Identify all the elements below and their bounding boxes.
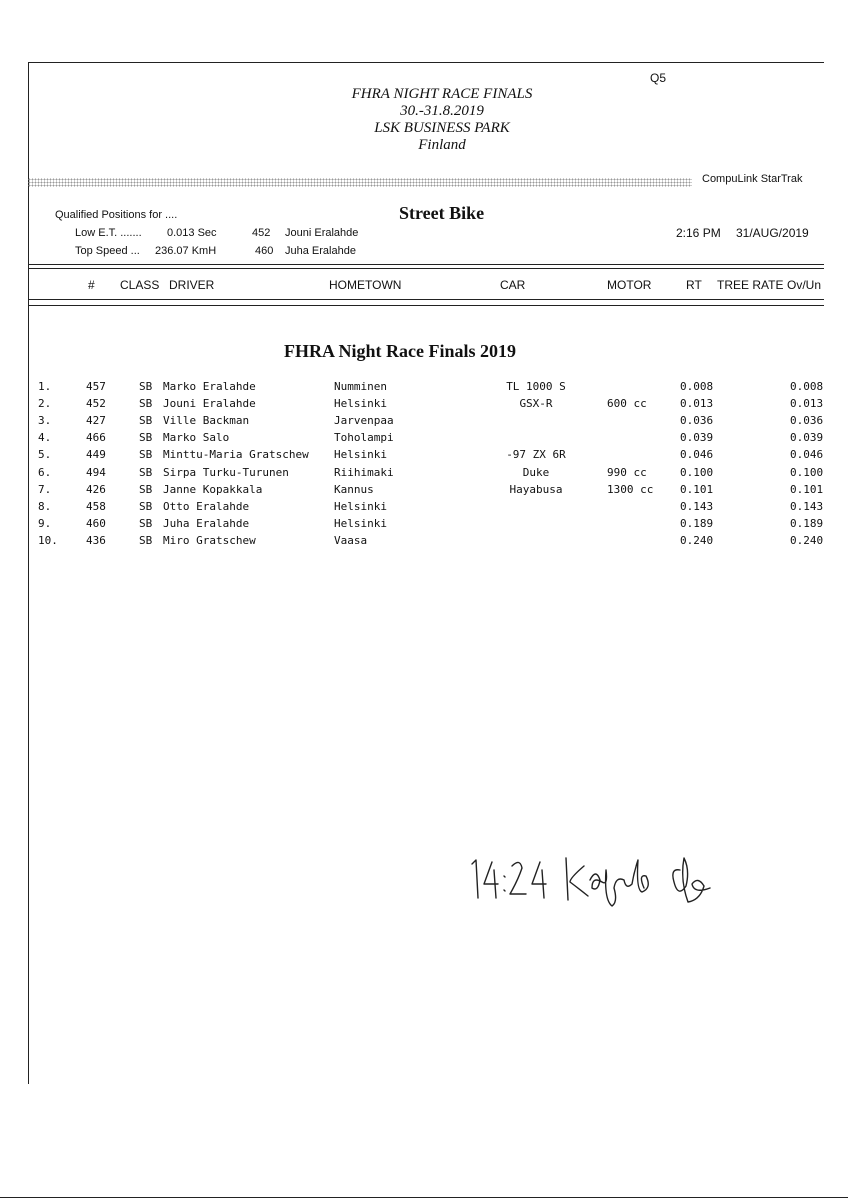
- table-row: [0, 397, 848, 413]
- event-heading-dates: 30.-31.8.2019: [400, 103, 484, 119]
- top-speed-number: 460: [255, 245, 274, 257]
- dotted-band: [28, 178, 692, 187]
- row-class: SB: [139, 397, 153, 411]
- table-row: [0, 414, 848, 430]
- system-label: CompuLink StarTrak: [702, 173, 803, 185]
- row-rt: 0.143: [680, 499, 714, 513]
- row-hometown: Kannus: [334, 482, 374, 496]
- table-row: [0, 431, 848, 447]
- row-motor: 600 cc: [607, 397, 647, 411]
- row-ov-un: 0.008: [790, 380, 824, 393]
- row-ov-un: 0.240: [790, 533, 824, 547]
- row-ov-un: 0.039: [790, 431, 824, 445]
- row-driver: Jouni Eralahde: [163, 397, 256, 411]
- row-hometown: Toholampi: [334, 431, 394, 445]
- row-driver: Minttu-Maria Gratschew: [163, 448, 309, 462]
- row-driver: Juha Eralahde: [163, 516, 250, 530]
- row-hometown: Numminen: [334, 380, 387, 393]
- table-row: [0, 380, 848, 396]
- row-car: Duke: [522, 465, 550, 479]
- top-speed-driver: Juha Eralahde: [285, 245, 356, 257]
- report-time: 2:16 PM: [676, 226, 721, 240]
- header-divider-2: [28, 268, 824, 269]
- row-rt: 0.101: [680, 482, 714, 496]
- col-car: CAR: [500, 278, 526, 292]
- row-driver: Sirpa Turku-Turunen: [163, 465, 289, 479]
- row-hometown: Helsinki: [334, 516, 387, 530]
- row-rt: 0.046: [680, 448, 714, 462]
- row-class: SB: [139, 465, 153, 479]
- event-heading-country: Finland: [418, 137, 466, 153]
- event-heading-venue: LSK BUSINESS PARK: [374, 120, 510, 136]
- row-driver: Marko Salo: [163, 431, 230, 445]
- row-ov-un: 0.101: [790, 482, 824, 496]
- row-class: SB: [139, 482, 153, 496]
- row-hometown: Helsinki: [334, 397, 387, 411]
- row-number: 452: [86, 397, 106, 411]
- row-rt: 0.100: [680, 465, 714, 479]
- row-number: 449: [86, 448, 106, 462]
- col-tree-rate: TREE RATE: [717, 278, 784, 292]
- category-title: Street Bike: [399, 203, 485, 223]
- col-driver: DRIVER: [169, 278, 215, 292]
- row-driver: Otto Eralahde: [163, 499, 250, 513]
- row-hometown: Helsinki: [334, 448, 387, 462]
- row-class: SB: [139, 533, 153, 547]
- row-number: 460: [86, 516, 106, 530]
- row-car: GSX-R: [519, 397, 553, 411]
- col-number: #: [88, 278, 95, 292]
- row-class: SB: [139, 448, 153, 462]
- row-position: 9.: [38, 516, 52, 530]
- row-position: 3.: [38, 414, 52, 428]
- row-driver: Miro Gratschew: [163, 533, 256, 547]
- top-border: [28, 62, 824, 63]
- row-driver: Marko Eralahde: [163, 380, 256, 393]
- results-title: FHRA Night Race Finals 2019: [284, 341, 516, 361]
- row-hometown: Vaasa: [334, 533, 368, 547]
- low-et-number: 452: [252, 227, 271, 239]
- row-car: -97 ZX 6R: [506, 448, 566, 462]
- bottom-border: [0, 1197, 848, 1198]
- row-ov-un: 0.143: [790, 499, 824, 513]
- row-hometown: Jarvenpaa: [334, 414, 394, 428]
- row-number: 436: [86, 533, 106, 547]
- row-motor: 990 cc: [607, 465, 647, 479]
- row-driver: Ville Backman: [163, 414, 250, 428]
- row-position: 6.: [38, 465, 52, 479]
- row-car: TL 1000 S: [506, 380, 566, 393]
- report-date: 31/AUG/2019: [736, 226, 809, 240]
- row-class: SB: [139, 414, 153, 428]
- header-divider-1: [28, 264, 824, 265]
- row-ov-un: 0.046: [790, 448, 824, 462]
- low-et-driver: Jouni Eralahde: [285, 227, 359, 239]
- event-heading-line1: FHRA NIGHT RACE FINALS: [351, 86, 533, 102]
- row-position: 2.: [38, 397, 52, 411]
- row-rt: 0.036: [680, 414, 714, 428]
- row-rt: 0.240: [680, 533, 714, 547]
- table-row: [0, 448, 848, 464]
- row-position: 8.: [38, 499, 52, 513]
- row-position: 4.: [38, 431, 52, 445]
- row-class: SB: [139, 499, 153, 513]
- row-ov-un: 0.189: [790, 516, 824, 530]
- qualified-label: Qualified Positions for ....: [55, 209, 178, 221]
- row-ov-un: 0.100: [790, 465, 824, 479]
- row-motor: 1300 cc: [607, 482, 654, 496]
- row-hometown: Riihimaki: [334, 465, 394, 479]
- row-number: 458: [86, 499, 106, 513]
- row-ov-un: 0.036: [790, 414, 824, 428]
- row-class: SB: [139, 431, 153, 445]
- row-rt: 0.189: [680, 516, 714, 530]
- col-rt: RT: [686, 278, 702, 292]
- col-ov-un: Ov/Un: [787, 278, 822, 292]
- column-header-divider-2: [28, 305, 824, 306]
- row-number: 426: [86, 482, 106, 496]
- table-row: [0, 466, 848, 482]
- row-position: 1.: [38, 380, 52, 393]
- row-number: 457: [86, 380, 106, 393]
- sheet-code: Q5: [650, 71, 667, 85]
- row-class: SB: [139, 380, 153, 393]
- column-header-divider-1: [28, 299, 824, 300]
- row-class: SB: [139, 516, 153, 530]
- row-position: 5.: [38, 448, 52, 462]
- row-hometown: Helsinki: [334, 499, 387, 513]
- low-et-value: 0.013 Sec: [167, 227, 217, 239]
- table-row: [0, 534, 848, 550]
- row-number: 466: [86, 431, 106, 445]
- row-car: Hayabusa: [509, 482, 563, 496]
- row-rt: 0.039: [680, 431, 714, 445]
- left-border: [28, 62, 29, 1084]
- row-rt: 0.013: [680, 397, 714, 411]
- col-motor: MOTOR: [607, 278, 652, 292]
- handwritten-signature: [466, 840, 736, 910]
- row-rt: 0.008: [680, 380, 714, 393]
- row-driver: Janne Kopakkala: [163, 482, 263, 496]
- top-speed-value: 236.07 KmH: [155, 245, 217, 257]
- col-class: CLASS: [120, 278, 160, 292]
- table-row: [0, 517, 848, 533]
- table-row: [0, 500, 848, 516]
- row-number: 494: [86, 465, 106, 479]
- row-position: 7.: [38, 482, 52, 496]
- row-position: 10.: [38, 533, 58, 547]
- low-et-label: Low E.T. .......: [75, 227, 142, 239]
- col-hometown: HOMETOWN: [329, 278, 402, 292]
- row-number: 427: [86, 414, 106, 428]
- top-speed-label: Top Speed ...: [75, 245, 140, 257]
- row-ov-un: 0.013: [790, 397, 824, 411]
- table-row: [0, 483, 848, 499]
